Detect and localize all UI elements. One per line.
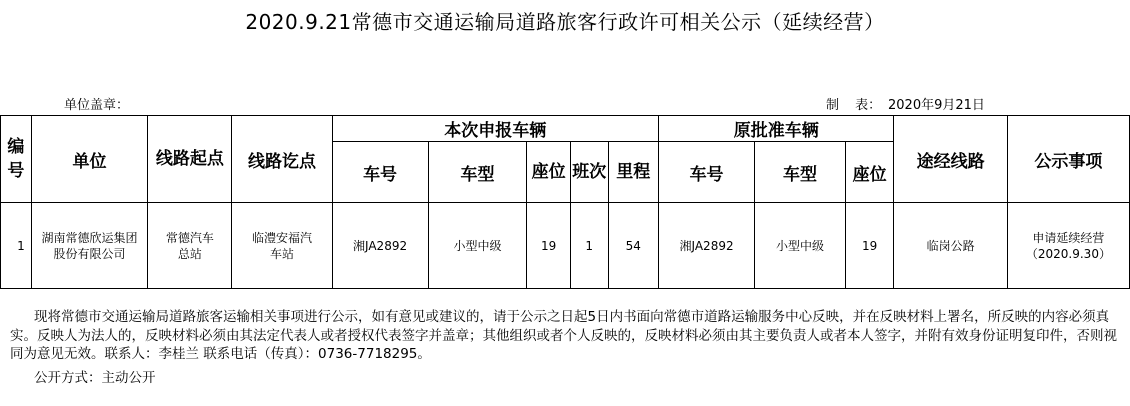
header-notice: 公示事项 (1007, 116, 1129, 203)
row-seats: 19 (527, 203, 571, 289)
header-plate: 车号 (332, 142, 428, 203)
row-plate: 湘JA2892 (332, 203, 428, 289)
header-original-vehicles: 原批准车辆 (659, 116, 894, 142)
row-seats-original: 19 (845, 203, 893, 289)
row-notice: 申请延续经营（2020.9.30） (1007, 203, 1129, 289)
table-row (1, 203, 1130, 289)
header-via: 途经线路 (894, 116, 1007, 203)
row-route-start: 常德汽车总站 (148, 203, 232, 289)
notice-table (0, 115, 1130, 289)
header-route-start: 线路起点 (148, 116, 232, 203)
row-model-original: 小型中级 (755, 203, 846, 289)
header-mileage: 里程 (608, 142, 658, 203)
made-by-label: 制 表： (826, 98, 882, 113)
unit-stamp-label: 单位盖章： (64, 98, 130, 113)
header-route-end: 线路讫点 (232, 116, 332, 203)
row-mileage: 54 (608, 203, 658, 289)
row-unit: 湖南常德欣运集团股份有限公司 (31, 203, 147, 289)
header-seats: 座位 (527, 142, 571, 203)
header-current-vehicles: 本次申报车辆 (332, 116, 659, 142)
footer-notice (10, 308, 1120, 364)
row-via: 临岗公路 (894, 203, 1007, 289)
page-title: 2020.9.21常德市交通运输局道路旅客行政许可相关公示（延续经营） (245, 10, 885, 34)
header-unit: 单位 (31, 116, 147, 203)
row-no: 1 (1, 203, 32, 289)
row-plate-original: 湘JA2892 (659, 203, 755, 289)
header-plate-original: 车号 (659, 142, 755, 203)
row-model: 小型中级 (428, 203, 527, 289)
header-model-original: 车型 (755, 142, 846, 203)
made-date: 2020年9月21日 (888, 98, 985, 113)
public-mode: 公开方式：主动公开 (34, 370, 156, 386)
header-no: 编号 (1, 116, 32, 203)
header-seats-original: 座位 (845, 142, 893, 203)
row-route-end: 临澧安福汽车站 (232, 203, 332, 289)
header-trips: 班次 (570, 142, 608, 203)
row-trips: 1 (570, 203, 608, 289)
footer-text: 现将常德市交通运输局道路旅客运输相关事项进行公示，如有意见或建议的，请于公示之日起5日内书面向常德市道路运输服务中心反映，并在反映材料上署名，所反映的内容必须真实。反映人为法人的，反映材料必须由其法定代表人或者授权代表签字并盖章；其他组织或者个人反映的，反映材料必须由其主要负责人或者本人签字，并附有效身份证明复印件，否则视同为意见无效。联系人：李桂兰 联系电话（传真）：0736-7718295。 (10, 309, 1117, 362)
header-model: 车型 (428, 142, 527, 203)
